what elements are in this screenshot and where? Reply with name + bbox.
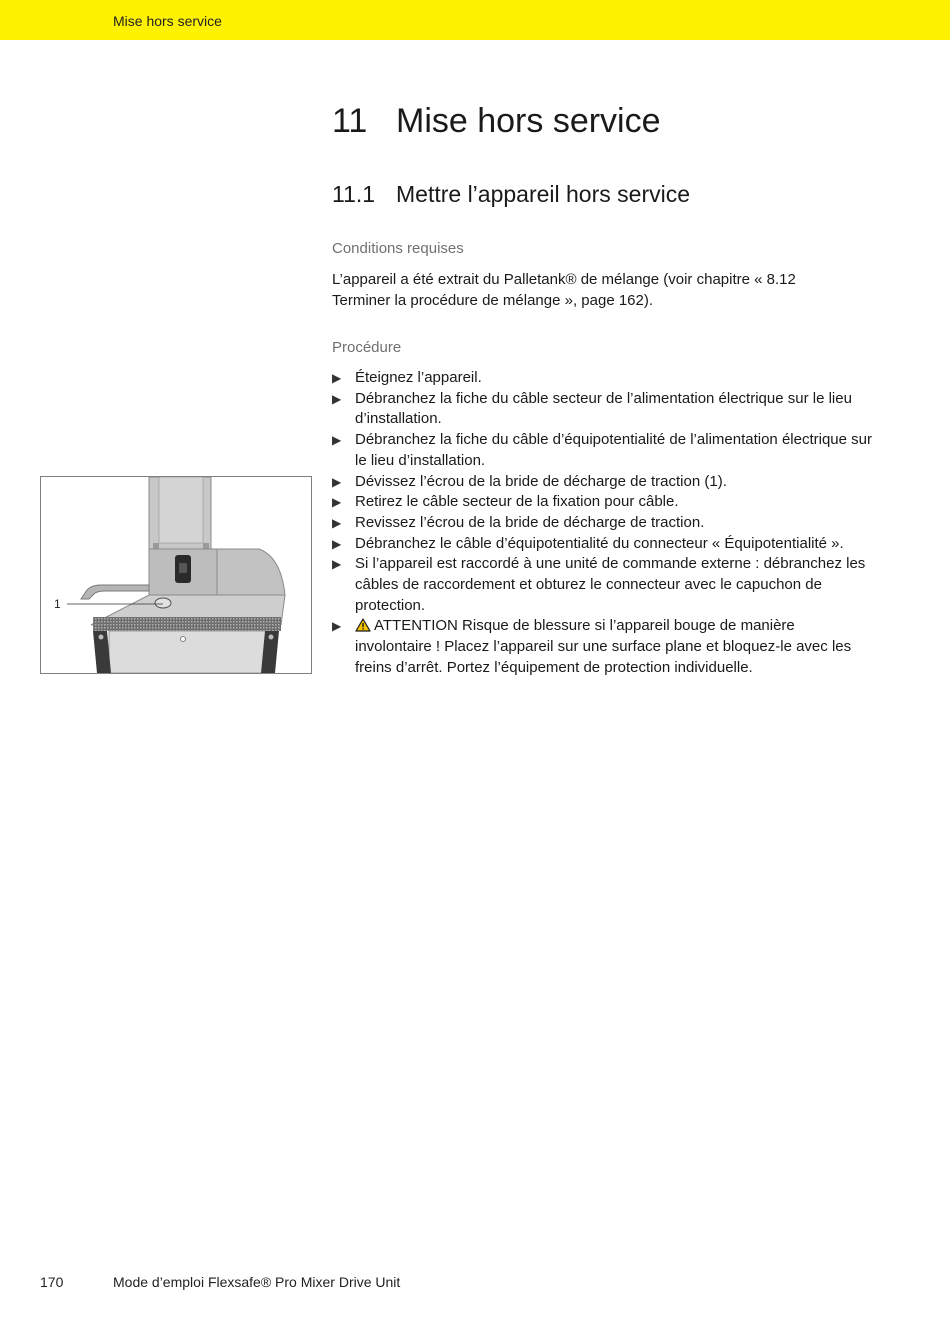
page-number: 170 <box>40 1274 64 1290</box>
triangle-right-icon: ▶ <box>332 495 342 510</box>
procedure-step <box>332 430 872 471</box>
procedure-step <box>332 554 872 616</box>
procedure-step <box>332 368 872 389</box>
warning-text: Risque de blessure si l’appareil bouge de manière involontaire ! Placez l’appareil sur une surface plane et bloquez-le avec les freins d’arrêt. Portez l’équipement de protection individuelle. <box>355 617 852 676</box>
chapter-number: 11 <box>332 102 368 140</box>
section-title <box>332 181 690 208</box>
procedure-heading: Procédure <box>332 339 402 356</box>
triangle-right-icon: ▶ <box>332 474 342 489</box>
section-title-text: Mettre l’appareil hors service <box>396 181 691 207</box>
step-text: Débranchez la fiche du câble d’équipotentialité de l’alimentation électrique sur le lieu d’installation. <box>355 431 872 469</box>
step-text: Débranchez la fiche du câble secteur de l’alimentation électrique sur le lieu d’installation. <box>355 389 852 428</box>
step-text: Dévissez l’écrou de la bride de décharge de traction (1). <box>355 472 727 490</box>
triangle-right-icon: ▶ <box>332 391 342 406</box>
triangle-right-icon: ▶ <box>332 536 342 551</box>
header-section-label: Mise hors service <box>113 13 222 29</box>
procedure-step <box>332 389 872 430</box>
step-text: Si l’appareil est raccordé à une unité de commande externe : débranchez les câbles de raccordement et obturez le connecteur avec le capuchon de protection. <box>355 555 866 614</box>
triangle-right-icon: ▶ <box>332 371 342 385</box>
step-text: Débranchez le câble d’équipotentialité du connecteur « Équipotentialité ». <box>355 534 844 552</box>
conditions-heading: Conditions requises <box>332 240 464 257</box>
conditions-text: L’appareil a été extrait du Palletank® de mélange (voir chapitre « 8.12 Terminer la procédure de mélange », page 162). <box>332 271 796 309</box>
triangle-right-icon: ▶ <box>332 515 342 530</box>
triangle-right-icon: ▶ <box>332 619 342 634</box>
procedure-steps <box>332 368 872 679</box>
procedure-step <box>332 472 872 493</box>
section-number: 11.1 <box>332 181 376 207</box>
triangle-right-icon: ▶ <box>332 557 342 572</box>
step-text: Éteignez l’appareil. <box>355 369 482 386</box>
mixer-drive-unit-illustration <box>41 477 311 673</box>
device-figure <box>40 476 312 674</box>
procedure-step-warning <box>332 616 872 678</box>
procedure-step <box>332 492 872 513</box>
document-title: Mode d’emploi Flexsafe® Pro Mixer Drive Unit <box>113 1274 401 1290</box>
figure-callout-number: 1 <box>54 597 61 611</box>
triangle-right-icon: ▶ <box>332 433 342 448</box>
chapter-title-text: Mise hors service <box>396 102 661 140</box>
step-text: Retirez le câble secteur de la fixation pour câble. <box>355 493 679 511</box>
procedure-step <box>332 534 872 555</box>
chapter-title <box>332 102 661 141</box>
warning-triangle-icon <box>355 618 371 632</box>
warning-label: ATTENTION <box>374 617 458 635</box>
header-bar <box>0 0 950 40</box>
step-text: Revissez l’écrou de la bride de décharge de traction. <box>355 513 705 531</box>
procedure-step <box>332 513 872 534</box>
